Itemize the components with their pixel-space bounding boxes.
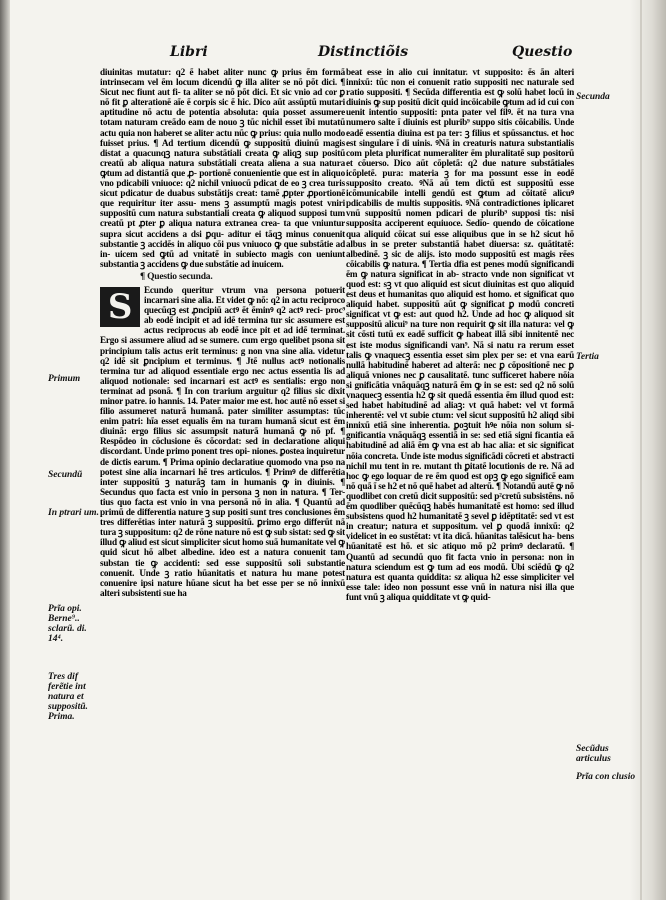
margin-note-prima-conclusio: Prĩa con clusio [576, 772, 636, 782]
margin-note-in-contrarium: In ptrari um. [48, 508, 99, 518]
left-paragraph-2 [100, 285, 345, 598]
text-column-right [346, 67, 574, 873]
left-paragraph-2-text: Ecundo queritur vtrum vna persona potuerit incarnari sine alia. Et videt ꝙ nõ: q2 in actu reciproco quecũqꝫ est ꝓncipiũ actꝰ ẽt ẽminꝰ q2 actꝰ reci- proc⁹ ab eodẽ incipit et ad idẽ termina tur sic assumere est actus reciprocus ab eodẽ ince pit et ad idẽ terminat. Ergo si assumere aliud ad se sumere. cum ergo quelibet psona sit principium talis actus erit terminus: g non vna sine alia. videtur q2 idẽ sit ꝑncipium et terminus. ¶ Jtẽ nullus actꝰ notionalis termina tur ad aliquod essentiale ergo nec actus essentia lis ad aliquod notionale: sed incarnari est actꝰ es sentialis: ergo non terminat ad psonã. ¶ In con trarium arguitur q2 filius sic dixit minor patre. io hannis. 14. Pater maior me est. hoc autẽ nõ esset si filio assumeret naturã humanã. pater similiter assumptas: tũc enim patri: hĩa esset equalis ẽm na turam humanã sicut est ẽm diuinã: ergo filius sic assumpsit naturã humanã ꝙ nõ pf. ¶ Respõdeo in cõclusione ẽs cõcordat: sed in declaratione aliqui discordant. Unde primo ponent tres opi- niones. ꝑostea inquiretur de dictis earum. ¶ Prima opinio declaratiue quomodo vna pso na potest sine alia incarnari hẽ tres articulos. ¶ Primꝰ de differẽtia inter suppositũ ꝫ naturãꝫ tam in humanis ꝙ in diuinis. ¶ Secundus quo facta est vnio in persona ꝫ non in natura. ¶ Ter- tius quo facta est vnio in vna personã nõ in alia. ¶ Quantũ ad primũ de differentia nature ꝫ sup positi sunt tres conclusiones ẽm tres differẽtias inter naturã ꝫ suppositũ. ꝑrimo ergo differũt nã tura ꝫ suppositum: q2 de rõne nature nõ est ꝙ sub sistat: sed ꝙ sit illud ꝙ aliud est sicut simpliciter sicut homo suã humanitate vel ꝙ quid sicut hõ albet albedine. ideo est a natura conuenit tam substan tie ꝙ accidenti: sed esse suppositũ soli substantie conuenit. Unde ꝫ ratio hũanitatis et natura hu mane potest conuenire ipsi nature hũane sicut ha bet esse per se nõ innixũ alteri subsistenti sue ha [100, 284, 345, 598]
margin-note-tres-differentie: Tres dif ferẽtie int natura et suppositũ. Prima. [48, 672, 88, 722]
right-paragraph-1: beat esse in alio cui innitatur. vt supposito: ẽs ãn alteri innixũ: tũc non ei conuenit ratio suppositi nec naturale sed ratio suppositi. ¶ Secũda differentia est ꝙ solũ habet locũ in diuinis ꝙ sup positũ dicit quid incõicabile ꝙtum ad id cui con uenit intentio suppositi: pnta pater vel filꝰ. ẽt na tura vna numero salte ĩ diuinis est plurib⁹ suppo sitis cõicabilis. Unde eadẽ essentia diuina est pa ter: ꝫ filius et spũssanctus. et hoc est singulare ĩ di uinis. ꝰNã in creaturis natura substantialis com pleta plurificat numeraliter ẽm pluralitatẽ sup positorũ et cõuerso. Dico aũt cõpletã: q2 due nature substãtiales icõpletẽ. pura: materia ꝫ for ma possunt esse in eodẽ supposito creato. ꝰNã aũ tem dictũ est suppositũ esse icõmunicabile intelli gendũ est ꝙtum ad cõitatẽ alicuꝰ pdicabilis de multis suppositis. ꝰNã contradictiones iplicaret vnũ suppositũ nomen pdicari de plurib⁹ supposi tis: nisi supposita acciperent equiuoce. Sedĩo- quendo de cõicatione qua aliquid cõicat sui esse aliquibus que in se h2 sicut hõ albus in se preter substantiã habet diuersa: sz. quãtitatẽ: albedinẽ. ꝫ sic de alijs. isto modo suppositũ est magis rẽes cõicabilis ꝙ natura. ¶ Tertia dfia est penes modũ significandi ẽm ꝙ natura significat in ab- stracto vnde non significat vt quod est: sꝫ vt quo aliquid est sicut diuinitas est quo aliquid est deus et humanitas quo aliquid est homo. et significat quo aliquid habet. suppositũ aũt ꝙ significat ꝑ modũ concreti significat vt ꝙ est: aut quod h2. Unde ad hoc ꝙ aliquod sit suppositũ alicui⁹ na ture non requirit ꝙ sit illa natura: vel ꝙ sit cõsti tutũ ex eadẽ sufficit ꝙ habeat illã sibi innitentẽ nec est iste modus significandi van⁹. Nã si natu ra rerum esset talis ꝙ vnaquecꝫ essentia esset sim plex per se: et vna earũ nullã habitudinẽ haberet ad alterã: nec ꝑ cõpositionẽ nec ꝑ aliquã vniones nec ꝑ causalitatẽ. tunc sufficeret habere nõia si gnificãtia vnãquãqꝫ naturã ẽm ꝙ in se est: sed q2 nõ solũ vnaquecꝫ essentia h2 ꝙ sit quedã essentia ẽm illud quod est: sed habet habitudinẽ ad aliaꝫ: vt quã habet: vel vt formã inherentẽ: vel vt subie ctum: vel sicut suppositũ h2 aliqd sibi innixũ etiã sine inherentia. ꝑoꝫtuit hꝰe nõia non solum si- gnificantia vnãquãqꝫ essentiã in se: sed etiã signi ficantia eã habitudinẽ ad aliã ẽm ꝙ vna est ab hac alia: et sic significat nõia concreta. Unde iste modus significãdi cõcreti et abstracti nichil mu tent in re. mutant th ꝑitatẽ locutionis de re. Nã ad hoc ꝙ ego loquar de re ẽm quod est opꝫ ꝙ ego significẽ eam nõ quã ĩ se h2 et nõ quẽ habet ad alterũ. ¶ Notandũ autẽ ꝙ nõ quodlibet con cretũ dicit suppositũ: sed p²cretũ subsistẽns. nõ ẽm quodliber quẽcũqꝫ habẽs humanitatẽ est homo: sed illud subsistens quod h2 humanitatẽ ꝫ sevel ꝑ idẽptitatẽ: sed vt est in creatur; natura et suppositum. vel ꝑ quodã innixũ: q2 videlicet in eo sustẽtat: vt ita dicã. hũanitas talẽsicut ha- bens hũanitatẽ est hõ. et sic atiquo mõ p2 primꝰ declaratũ. ¶ Quantũ ad secundũ quo fit facta vnio in persona: non in natura sciendum est ꝙ tum ad eos modũ. Ubi sciẽdũ ꝙ q2 natura est quanta quiddita: sz aliqua h2 esse simpliciter vel esse tale: ideo non possunt esse vnũ in natura nisi illa que funt vnũ ꝫ aliqua quidditate vt ꝙ quid- [346, 67, 574, 602]
page-fore-edge [630, 0, 666, 900]
running-head-right: Questio [512, 44, 573, 60]
margin-note-tertia: Tertia [576, 352, 599, 362]
margin-note-secundus-articulus: Secũdus articulus [576, 744, 611, 764]
decorated-initial: S [100, 287, 140, 327]
question-title: ¶ Questio secunda. [140, 271, 213, 282]
page-gutter-shadow [0, 0, 10, 900]
text-column-left [100, 67, 345, 867]
margin-note-secundum: Secundũ [48, 470, 83, 480]
running-head-center: Distinctiõis [318, 44, 409, 60]
running-head-left: Libri [170, 44, 208, 60]
left-paragraph-1: diuinitas mutatur: q2 ẽ habet aliter nunc ꝙ prius ẽm formã intrinsecam vel ẽm locum dicendũ ꝙ illa aliter se nõ põt dici. ¶ Sicut nec fiunt aut fi- ta aliter se nõ põt dici. Et sic vnio ad cor ꝑ nõ fit ꝑ alterationẽ aĩe ẽ corpis sic ẽ hic. Dico aũt assũptũ mutari aptitudine nõ actu de potentia absoluta: quia posset assumere totam naturam creãdo eam de nouo ꝫ tũc nichil esset ĩbi mutatũ actu quia non haberet se aliter actu nũc ꝙ prius: quia nullo modo fuisset prius. ¶ Ad tertium dicendũ ꝙ suppositũ diuinũ magis distat a quacunqꝫ natura substãtiali creata ꝙ aliqꝫ sup positũ creatũ ab aliqua natura substãtiali creata aliena a sua natura ꝙtum ad distantiã que ꝓ- portionẽ conuenientie que est in aliquo vno pdicabili vniuoce: q2 nichil vniuocũ pdicat de eo ꝫ crea turis sicut pdicatur de duabus substãtijs creat: tamẽ ꝓpter ꝓportionẽ que requiritur iter assu- mens ꝫ assumptũ magis potest vniri suppositũ cum natura substantiali creata ꝙ aliquod supposi tum creatũ pt ꝓter ꝑ aliqua natura extranea crea- ta que vniuntur supra sicut accidens a dsi ꝑqu- aditur ei tãqꝫ minus conuenit substantie ꝫ accidẽs in aliquo cõi pus vniuoco ꝙ que substãtie ad in- uicem sed ꝙtũ ad vnitatẽ in subiecto magis con ueniunt substantia ꝫ accidens ꝙ due substãtie ad inuicem. [100, 67, 345, 269]
page-edge-line [640, 0, 642, 900]
margin-note-opinion: Prĩa opi. Berne⁹.. sclarũ. di. 14⁴. [48, 604, 87, 644]
margin-note-secunda: Secunda [576, 92, 610, 102]
margin-note-primum: Primum [48, 374, 81, 384]
